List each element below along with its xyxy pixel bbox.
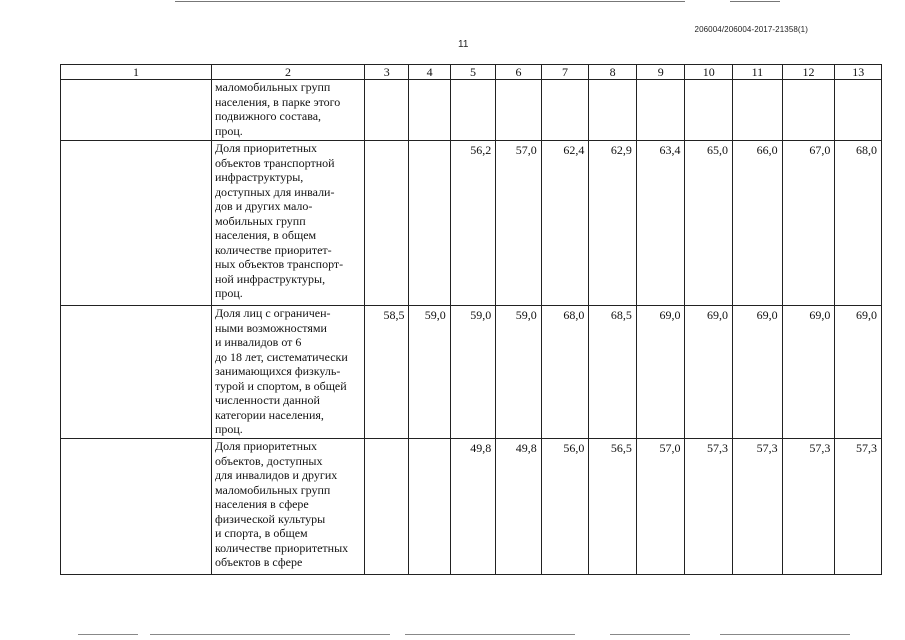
- scan-edge-line: [78, 634, 138, 635]
- scan-edge-line: [150, 634, 390, 635]
- scan-edge-line: [730, 1, 780, 2]
- column-header: 1: [61, 65, 212, 80]
- value-cell: 68,5: [589, 306, 637, 439]
- scan-edge-line: [720, 634, 850, 635]
- value-cell: [496, 80, 541, 141]
- table-row: [61, 141, 882, 306]
- value-cell: [409, 439, 450, 575]
- value-cell: 69,0: [782, 306, 835, 439]
- value-cell: 57,0: [636, 439, 685, 575]
- table-row: [61, 80, 882, 141]
- value-cell: 49,8: [450, 439, 495, 575]
- table-row: [61, 439, 882, 575]
- value-cell: [364, 141, 408, 306]
- table-cell: [61, 141, 212, 306]
- value-cell: 63,4: [636, 141, 685, 306]
- value-cell: 69,0: [835, 306, 882, 439]
- column-header: 7: [541, 65, 589, 80]
- document-id: 206004/206004-2017-21358(1): [694, 25, 808, 34]
- column-header: 6: [496, 65, 541, 80]
- value-cell: [364, 80, 408, 141]
- scan-edge-line: [405, 634, 575, 635]
- value-cell: 62,4: [541, 141, 589, 306]
- column-header: 4: [409, 65, 450, 80]
- table-cell: [61, 439, 212, 575]
- value-cell: 68,0: [541, 306, 589, 439]
- column-header: 9: [636, 65, 685, 80]
- value-cell: 69,0: [636, 306, 685, 439]
- value-cell: [733, 80, 783, 141]
- value-cell: 59,0: [450, 306, 495, 439]
- value-cell: 56,5: [589, 439, 637, 575]
- column-header: 13: [835, 65, 882, 80]
- value-cell: 66,0: [733, 141, 783, 306]
- value-cell: 59,0: [496, 306, 541, 439]
- column-header: 11: [733, 65, 783, 80]
- value-cell: 65,0: [685, 141, 733, 306]
- value-cell: [782, 80, 835, 141]
- value-cell: 57,0: [496, 141, 541, 306]
- value-cell: 69,0: [733, 306, 783, 439]
- indicators-table: [60, 64, 882, 575]
- scan-edge-line: [610, 634, 690, 635]
- column-header: 5: [450, 65, 495, 80]
- value-cell: 68,0: [835, 141, 882, 306]
- table-row: [61, 306, 882, 439]
- value-cell: 57,3: [835, 439, 882, 575]
- scan-edge-line: [175, 1, 685, 2]
- value-cell: [409, 80, 450, 141]
- value-cell: 56,0: [541, 439, 589, 575]
- indicator-description: Доля приоритетных объектов транспортной инфраструктуры, доступных для инвали- дов и других мало- мобильных групп населения, в общем количестве приоритет- ных объектов транспорт- ной инфраструктуры, проц.: [211, 141, 364, 306]
- indicator-description: Доля лиц с ограничен- ными возможностями и инвалидов от 6 до 18 лет, систематически занимающихся физкуль- турой и спортом, в общей численности данной категории населения, проц.: [211, 306, 364, 439]
- value-cell: 57,3: [685, 439, 733, 575]
- table-cell: [61, 306, 212, 439]
- value-cell: 67,0: [782, 141, 835, 306]
- indicator-description: Доля приоритетных объектов, доступных для инвалидов и других маломобильных групп населения в сфере физической культуры и спорта, в общем количестве приоритетных объектов в сфере: [211, 439, 364, 575]
- column-header: 2: [211, 65, 364, 80]
- column-header: 10: [685, 65, 733, 80]
- value-cell: [636, 80, 685, 141]
- column-header: 12: [782, 65, 835, 80]
- value-cell: 59,0: [409, 306, 450, 439]
- value-cell: [450, 80, 495, 141]
- value-cell: 69,0: [685, 306, 733, 439]
- value-cell: [589, 80, 637, 141]
- value-cell: [409, 141, 450, 306]
- value-cell: [835, 80, 882, 141]
- page-number: 11: [458, 39, 469, 50]
- column-header: 8: [589, 65, 637, 80]
- value-cell: 56,2: [450, 141, 495, 306]
- table-header-row: [61, 65, 882, 80]
- column-header: 3: [364, 65, 408, 80]
- indicator-description: маломобильных групп населения, в парке этого подвижного состава, проц.: [211, 80, 364, 141]
- value-cell: 57,3: [782, 439, 835, 575]
- table-cell: [61, 80, 212, 141]
- value-cell: 57,3: [733, 439, 783, 575]
- value-cell: 58,5: [364, 306, 408, 439]
- value-cell: [541, 80, 589, 141]
- value-cell: [685, 80, 733, 141]
- value-cell: [364, 439, 408, 575]
- value-cell: 49,8: [496, 439, 541, 575]
- value-cell: 62,9: [589, 141, 637, 306]
